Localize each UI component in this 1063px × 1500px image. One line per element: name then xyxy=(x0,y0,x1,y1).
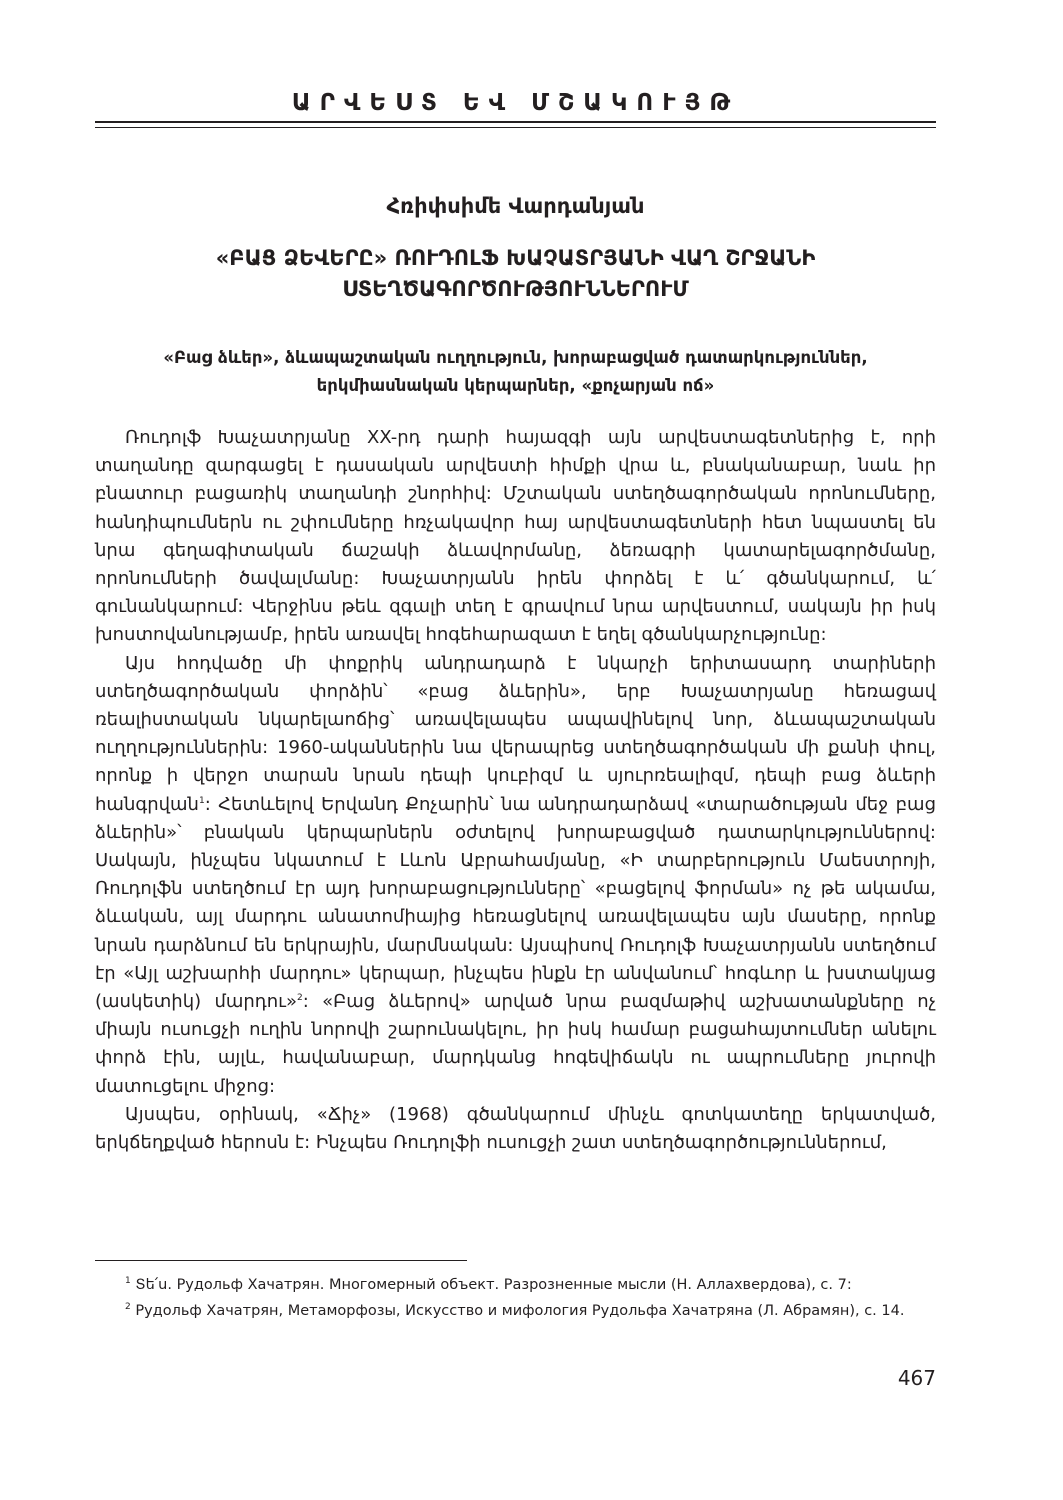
footnote xyxy=(95,1272,936,1298)
body-paragraph: Ռուդոլֆ Խաչատրյանը XX-րդ դարի հայազգի այն արվեստագետներից է, որի տաղանդը զարգացել է դասական արվեստի հիմքի վրա և, բնականաբար, նաև իր բնատուր բացառիկ տաղանդի շնորհիվ: Մշտական ստեղծագործական որոնումները, հանդիպումներն ու շփումները հռչակավոր հայ արվեստագետների հետ նպաստել են նրա գեղագիտական ճաշակի ձևավորմանը, ձեռագրի կատարելագործմանը, որոնումների ծավալմանը: Խաչատրյանն իրեն փորձել է և՛ գծանկարում, և՛ գունանկարում: Վերջինս թեև զգալի տեղ է գրավում նրա արվեստում, սակայն իր իսկ խոստովանությամբ, իրեն առավել հոգեհարազատ է եղել գծանկարչությունը: xyxy=(95,427,936,646)
keywords-line: երկմիասնական կերպարներ, «քոչարյան ոճ» xyxy=(316,376,715,395)
page-number: 467 xyxy=(897,1366,936,1390)
footnote xyxy=(95,1298,936,1324)
article-title-line: ՍՏԵՂԾԱԳՈՐԾՈՒԹՅՈՒՆՆԵՐՈՒՄ xyxy=(342,277,689,301)
header-rule-thick xyxy=(95,121,936,123)
footnote-text: Рудольф Хачатрян, Метаморфозы, Искусство и мифология Рудольфа Хачатряна (Л. Абрамян), с. 14. xyxy=(135,1303,905,1319)
body-text-segment: : «Բաց ձևերով» արված նրա բազմաթիվ աշխատանքները ոչ միայն ուսուցչի ուղին նորովի շարունակելու, իր իսկ համար բացահայտումներ անելու փորձ էին, այլև, հավանաբար, մարդկանց հոգեվիճակն ու ապրումները յուրովի մատուցելու միջոց: xyxy=(95,991,936,1097)
body-text-segment: Այս հոդվածը մի փոքրիկ անդրադարձ է նկարչի երիտասարդ տարիների ստեղծագործական փորձին՝ «բաց ձևերին», երբ Խաչատրյանը հեռացավ ռեալիստական նկարելաոճից՝ առավելապես ապավինելով նոր, ձևապաշտական ուղղություններին: 1960-ականներին նա վերապրեց ստեղծագործական մի քանի փուլ, որոնք ի վերջո տարան նրան դեպի կուբիզմ և սյուրռեալիզմ, դեպի բաց ձևերի հանգրվան xyxy=(95,652,936,815)
header-rule-thin xyxy=(95,127,936,128)
article-keywords xyxy=(110,344,921,400)
footnote-mark: 1 xyxy=(125,1276,131,1287)
body-paragraph: Այսպես, օրինակ, «Ճիչ» (1968) գծանկարում մինչև գոտկատեղը երկատված, երկճեղքված հերոսն է: Ինչպես Ռուդոլֆի ուսուցչի շատ ստեղծագործություններում, xyxy=(95,1103,936,1154)
article-body xyxy=(95,424,936,1157)
body-paragraph xyxy=(95,650,936,1101)
article-title-line: «ԲԱՑ ՁԵՎԵՐԸ» ՌՈՒԴՈԼՖ ԽԱՉԱՏՐՅԱՆԻ ՎԱՂ ՇՐՋԱՆԻ xyxy=(215,246,816,270)
footnote-text: Տե՛ս. Рудольф Хачатрян. Многомерный объект. Разрозненные мысли (Н. Аллахвердова), с. 7: xyxy=(135,1277,852,1293)
footnotes xyxy=(95,1272,936,1324)
article-author: Հռիփսիմե Վարդանյան xyxy=(386,194,645,218)
running-header: ԱՐՎԵՍՏ ԵՎ ՄՇԱԿՈՒՅԹ xyxy=(291,90,740,116)
footnote-rule xyxy=(95,1260,467,1261)
keywords-line: «Բաց ձևեր», ձևապաշտական ուղղություն, խորաբացված դատարկություններ, xyxy=(163,348,868,367)
footnote-mark: 2 xyxy=(125,1302,131,1313)
footnote-ref[interactable]: 2 xyxy=(296,993,303,1004)
article-title xyxy=(95,243,936,305)
body-text-segment: : Հետևելով Երվանդ Քոչարին՝ նա անդրադարձավ «տարածության մեջ բաց ձևերին»՝ բնական կերպարներն օժտելով խորաբացված դատարկություններով: Սակայն, ինչպես նկատում է Լևոն Աբրահամյանը, «Ի տարբերություն Մաեստրոյի, Ռուդոլֆն ստեղծում էր այդ խորաբացությունները՝ «բացելով ֆորման» ոչ թե ակամա, ձևական, այլ մարդու անատոմիայից հեռացնելով առավելապես այն մասերը, որոնք նրան դարձնում են երկրային, մարմնական: Այսպիսով Ռուդոլֆ Խաչատրյանն ստեղծում էր «Այլ աշխարհի մարդու» կերպար, ինչպես ինքն էր անվանում՝ հոգևոր և խստակյաց (ասկետիկ) մարդու» xyxy=(95,793,936,1013)
footnote-ref[interactable]: 1 xyxy=(198,795,205,806)
